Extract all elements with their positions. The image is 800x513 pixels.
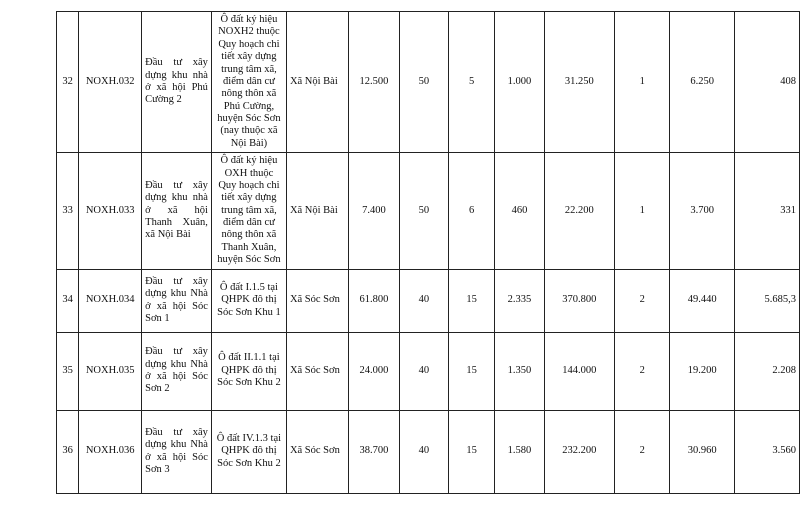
value-b-cell: 408 <box>734 12 799 153</box>
row-number-cell: 32 <box>57 12 79 153</box>
land-location-cell: Ô đất ký hiệu NOXH2 thuộc Quy hoạch chi tiết xây dựng trung tâm xã, điểm dân cư nông thôn xã Phú Cường, huyện Sóc Sơn (nay thuộc xã Nội Bài) <box>211 12 286 153</box>
building-density-cell: 40 <box>399 410 448 493</box>
land-area-cell: 38.700 <box>349 410 400 493</box>
land-location-cell: Ô đất II.1.1 tại QHPK đô thị Sóc Sơn Khu 2 <box>211 332 286 410</box>
floor-count-cell: 15 <box>448 410 495 493</box>
building-density-cell: 50 <box>399 153 448 269</box>
row-number-cell: 33 <box>57 153 79 269</box>
table-row <box>57 153 800 269</box>
housing-projects-table <box>56 11 800 494</box>
phase-value-cell: 2 <box>615 410 670 493</box>
unit-count-cell: 1.000 <box>495 12 544 153</box>
floor-count-cell: 5 <box>448 12 495 153</box>
land-location-cell: Ô đất I.1.5 tại QHPK đô thị Sóc Sơn Khu 1 <box>211 269 286 332</box>
unit-count-cell: 1.580 <box>495 410 544 493</box>
land-location-cell: Ô đất IV.1.3 tại QHPK đô thị Sóc Sơn Khu 2 <box>211 410 286 493</box>
floor-area-cell: 232.200 <box>544 410 614 493</box>
commune-name-cell: Xã Sóc Sơn <box>286 410 348 493</box>
value-a-cell: 6.250 <box>670 12 735 153</box>
land-area-cell: 7.400 <box>349 153 400 269</box>
project-code-cell: NOXH.036 <box>79 410 142 493</box>
land-area-cell: 24.000 <box>349 332 400 410</box>
phase-value-cell: 1 <box>615 153 670 269</box>
project-name-cell: Đầu tư xây dựng khu nhà ở xã hội Phú Cường 2 <box>142 12 212 153</box>
row-number-cell: 35 <box>57 332 79 410</box>
floor-area-cell: 370.800 <box>544 269 614 332</box>
phase-value-cell: 1 <box>615 12 670 153</box>
commune-name-cell: Xã Nội Bài <box>286 153 348 269</box>
unit-count-cell: 1.350 <box>495 332 544 410</box>
row-number-cell: 34 <box>57 269 79 332</box>
floor-count-cell: 6 <box>448 153 495 269</box>
floor-count-cell: 15 <box>448 269 495 332</box>
value-b-cell: 331 <box>734 153 799 269</box>
floor-count-cell: 15 <box>448 332 495 410</box>
commune-name-cell: Xã Sóc Sơn <box>286 269 348 332</box>
unit-count-cell: 460 <box>495 153 544 269</box>
row-number-cell: 36 <box>57 410 79 493</box>
value-a-cell: 19.200 <box>670 332 735 410</box>
floor-area-cell: 22.200 <box>544 153 614 269</box>
project-name-cell: Đầu tư xây dựng khu Nhà ở xã hội Sóc Sơn 1 <box>142 269 212 332</box>
value-a-cell: 30.960 <box>670 410 735 493</box>
floor-area-cell: 144.000 <box>544 332 614 410</box>
value-b-cell: 5.685,3 <box>734 269 799 332</box>
building-density-cell: 40 <box>399 269 448 332</box>
project-name-cell: Đầu tư xây dựng khu nhà ở xã hội Thanh Xuân, xã Nội Bài <box>142 153 212 269</box>
land-location-cell: Ô đất ký hiệu OXH thuộc Quy hoạch chi tiết xây dựng trung tâm xã, điểm dân cư nông thôn xã Thanh Xuân, huyện Sóc Sơn <box>211 153 286 269</box>
floor-area-cell: 31.250 <box>544 12 614 153</box>
value-a-cell: 49.440 <box>670 269 735 332</box>
project-code-cell: NOXH.034 <box>79 269 142 332</box>
phase-value-cell: 2 <box>615 332 670 410</box>
project-name-cell: Đầu tư xây dựng khu Nhà ở xã hội Sóc Sơn 2 <box>142 332 212 410</box>
building-density-cell: 40 <box>399 332 448 410</box>
table-row <box>57 269 800 332</box>
project-code-cell: NOXH.032 <box>79 12 142 153</box>
commune-name-cell: Xã Sóc Sơn <box>286 332 348 410</box>
phase-value-cell: 2 <box>615 269 670 332</box>
land-area-cell: 61.800 <box>349 269 400 332</box>
value-b-cell: 2.208 <box>734 332 799 410</box>
project-code-cell: NOXH.033 <box>79 153 142 269</box>
building-density-cell: 50 <box>399 12 448 153</box>
project-code-cell: NOXH.035 <box>79 332 142 410</box>
value-b-cell: 3.560 <box>734 410 799 493</box>
table-row <box>57 12 800 153</box>
unit-count-cell: 2.335 <box>495 269 544 332</box>
value-a-cell: 3.700 <box>670 153 735 269</box>
commune-name-cell: Xã Nội Bài <box>286 12 348 153</box>
table-row <box>57 332 800 410</box>
land-area-cell: 12.500 <box>349 12 400 153</box>
table-row <box>57 410 800 493</box>
project-name-cell: Đầu tư xây dựng khu Nhà ở xã hội Sóc Sơn 3 <box>142 410 212 493</box>
